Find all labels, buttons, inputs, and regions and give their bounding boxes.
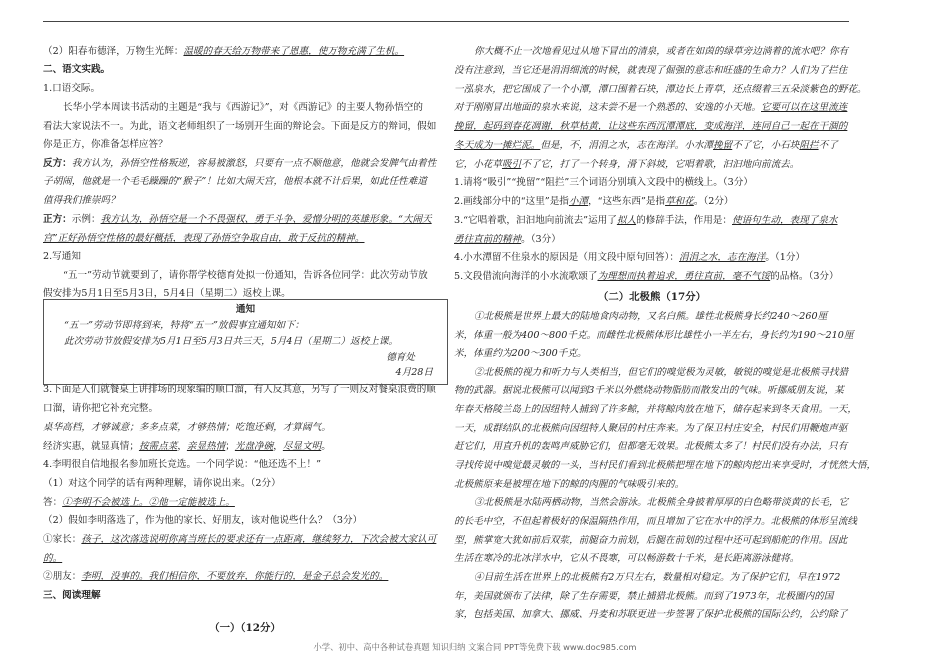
section-heading: 三、阅读理解 <box>43 590 101 601</box>
question-line: 勇往直前的精神。（3分） <box>454 234 561 245</box>
part-heading: （二）北极熊（17分） <box>598 291 706 303</box>
passage-line: 没有注意到，当它还是涓涓细流的时候，就表现了倔强的意志和旺盛的生命力？人们为了拦住 <box>454 65 848 76</box>
answer-text: 我方认为，孙悟空是一个不畏强权、勇于斗争、爱憎分明的英雄形象。“大闹天 <box>100 214 432 225</box>
question-line: 3.“它唱着歌，汩汩地向前流去”运用了拟人的修辞手法，作用是：使语句生动，表现了泉水 <box>454 215 838 226</box>
passage-line: ②北极熊的视力和听力与人类相当，但它们的嗅觉极为灵敏，敏锐的嗅觉是北极熊寻找猎 <box>474 367 849 378</box>
prompt-text: （2）阳春布德泽，万物生光辉： <box>43 46 184 57</box>
paragraph-line: 长华小学本周读书活动的主题是“我与《西游记》”，对《西游记》的主要人物孙悟空的 <box>63 102 423 113</box>
answer-text: 温暖的春天给万物带来了恩惠，使万物充满了生机。 <box>183 46 405 57</box>
question-line: 2.画线部分中的“这里”是指小潭，“这些东西”是指草和花。（2分） <box>454 196 734 207</box>
paragraph-line: 你是正方，你准备怎样应答？ <box>43 139 168 150</box>
passage-line: 年春天格陵兰岛上的因纽特人捕到了许多鲸，并将鲸肉放在地下，储存起来到冬天食用。一天， <box>454 404 857 415</box>
question-line: 4.小水潭留不住泉水的原因是（用文段中原句回答）：涓涓之水，志在海洋。（1分） <box>454 252 806 263</box>
section-heading: 二、语文实践。 <box>43 64 111 75</box>
passage-line: ④目前生活在世界上的北极熊有2万只左右，数量相对稳定。为了保护它们，早在1972 <box>474 572 841 583</box>
question-title: 4.李明很自信地报名参加班长竞选。一个同学说：“他还选不上！” <box>43 459 321 470</box>
question-title: 2.写通知 <box>43 251 81 262</box>
passage-line: 年，美国就颁布了法律，除了生存需要，禁止捕猎北极熊。而到了1973年，北极圈内的国 <box>454 591 834 602</box>
answer-line: ②朋友：李明，没事的。我们相信你，不要放弃，你能行的，是金子总会发光的。 <box>43 571 389 582</box>
argument-text: 值得我们推崇吗？ <box>43 195 120 206</box>
notice-body: 此次劳动节放假安排为5月1日至5月3日共三天，5月4日（星期二）返校上课。 <box>64 336 399 347</box>
notice-title: 通知 <box>235 304 256 315</box>
part-heading: （一）（12分） <box>209 622 281 634</box>
paragraph-line: （2）假如李明落选了，作为他的家长、好朋友，该对他说些什么？（3分） <box>43 515 363 526</box>
passage-line: 冬天成为一摊烂泥。但是，不，涓涓之水，志在海洋。小水潭挽留不了它，小石块阻拦不了 <box>454 140 838 151</box>
paragraph-line: （1）对这个同学的话有两种理解，请你说出来。（2分） <box>43 478 281 489</box>
answer-text: 宫”正好孙悟空性格的最好概括，表现了孙悟空争取自由，敢于反抗的精神。 <box>43 233 365 244</box>
notice-signature: 德育处 <box>386 352 415 363</box>
passage-line: 寻找传说中嗅觉最灵敏的一头，当村民们看到北极熊把埋在地下的鲸肉挖出来享受时，才恍然大悟， <box>454 460 877 471</box>
passage-line: ①北极熊是世界上最大的陆地食肉动物，又名白熊。雄性北极熊身长约240～260厘 <box>474 311 828 322</box>
argument-text: 子胡闹，他就是一个毛毛躁躁的“猴子”！比如大闹天宫，他根本就不计后果，如此任性难道 <box>43 176 427 187</box>
passage-line: 的长毛中空，不但起着极好的保温隔热作用，而且增加了它在水中的浮力。北极熊的体形呈流线 <box>454 516 857 527</box>
passage-line: 家，包括美国、加拿大、挪威、丹麦和苏联更进一步签署了保护北极熊的国际公约，公约除了 <box>454 609 848 620</box>
passage-line: 你大概不止一次地看见过从地下冒出的清泉，或者在如茵的绿草旁边淌着的流水吧？你有 <box>474 46 849 57</box>
answer-line: 经济实惠，就显真情；按需点菜，亲显热情；光盘净碗，尽显文明。 <box>43 441 331 452</box>
passage-line: 它，小花草吸引不了它，打了一个转身，滑下斜坡，它唱着歌，汩汩地向前流去。 <box>454 159 800 170</box>
paragraph-line: 看法大家说法不一。为此，语文老师组织了一场别开生面的辩论会。下面是反方的辩词，假如 <box>43 121 437 132</box>
prompt-text: 示例： <box>71 214 101 225</box>
passage-line: 赶它们，用直升机的轰鸣声威胁它们，但都毫无效果。北极熊太多了！村民们没有办法，只有 <box>454 441 848 452</box>
paragraph-line: 桌华高档，才够诚意；多多点菜，才够热情；吃饱还剩，才算阔气。 <box>43 422 331 433</box>
paragraph-line: “五一”劳动节就要到了，请你帮学校德育处拟一份通知，告诉各位同学：此次劳动节放 <box>63 270 428 281</box>
passage-line: 型，熊掌宽大犹如前后双浆，前腿奋力前划，后腿在前划的过程中还可起到船舵的作用。因此 <box>454 535 848 546</box>
question-title: 1.口语交际。 <box>43 83 101 94</box>
passage-line: 米，体重约为200～300千克。 <box>454 348 587 359</box>
passage-line: ③北极熊是水陆两栖动物，当然会游泳。北极熊全身披着厚厚的白色略带淡黄的长毛，它 <box>474 497 849 508</box>
passage-line: 生活在寒冷的北冰洋水中，它从不畏寒，可以畅游数十千米，是长距离游泳健将。 <box>454 553 800 564</box>
speaker-label: 正方： <box>43 214 72 225</box>
passage-line: 米，体重一般为400～800千克。而雌性北极熊体形比雄性小一半左右，身长约为190～210厘 <box>454 330 854 341</box>
answer-text: 的。 <box>43 553 63 564</box>
passage-line: 物的武器。据说北极熊可以闻到3千米以外燃烧动物脂肪而散发出的气味。听挪威朋友说，某 <box>454 385 844 396</box>
paragraph-line: 3.下面是人们就餐桌上讲排场的现象编的顺口溜，有人反其意，另写了一则反对餐桌浪费的顺 <box>43 384 436 395</box>
passage-line: 一天，成群结队的北极熊向因纽特人聚居的村庄奔来。为了保卫村庄安全，村民们用鞭炮声驱 <box>454 423 848 434</box>
question-line: 1.请将“吸引”“挽留”“阻拦”三个词语分别填入文段中的横线上。（3分） <box>454 177 753 188</box>
passage-line: 挽留，起码到春花凋谢，秋草枯黄，让这些东西沉潭潭底，变成海洋，连同自己一起在干涸的 <box>454 121 848 132</box>
notice-date: 4月28日 <box>395 367 433 378</box>
page-footer: 小学、初中、高中各种试卷真题 知识归纳 文案合同 PPT等免费下载 www.doc985.com <box>313 642 637 652</box>
notice-box <box>43 299 448 385</box>
answer-line <box>43 47 447 61</box>
question-line: 5.文段借流向海洋的小水流歌颂了为理想而执着追求，勇往直前，毫不气馁的品格。（3分） <box>454 271 839 282</box>
answer-line: ①家长：孩子，这次落选说明你离当班长的要求还有一点距离，继续努力，下次会被大家认可 <box>43 534 437 545</box>
speaker-label: 反方： <box>43 158 72 169</box>
passage-line: 对于刚刚冒出地面的泉水来说，这未尝不是一个熟悉的、安逸的小天地。它要可以在这里流连 <box>454 102 848 113</box>
passage-line: 北极熊原来是被埋在地下的鲸的肉腥的气味吸引来的。 <box>454 479 685 490</box>
page-top-rule <box>43 21 849 22</box>
answer-line: 答：①李明不会被选上。②他一定能被选上。 <box>43 497 235 508</box>
passage-line: 一泓泉水，把它围成了一个小潭，潭口围着石块，潭边长上青草，还点缀着三五朵淡紫色的野花。 <box>454 84 867 95</box>
argument-text: 我方认为，孙悟空性格叛逆，容易被激怒，只要有一点不顺他意，他就会发脾气由着性 <box>71 158 437 169</box>
paragraph-line: 口溜，请你把它补充完整。 <box>43 403 159 414</box>
notice-body: “五一”劳动节即将到来，特将“五一”放假事宜通知如下： <box>64 320 305 331</box>
paragraph-line: 假安排为5月1日至5月3日，5月4日（星期二）返校上课。 <box>43 288 291 299</box>
